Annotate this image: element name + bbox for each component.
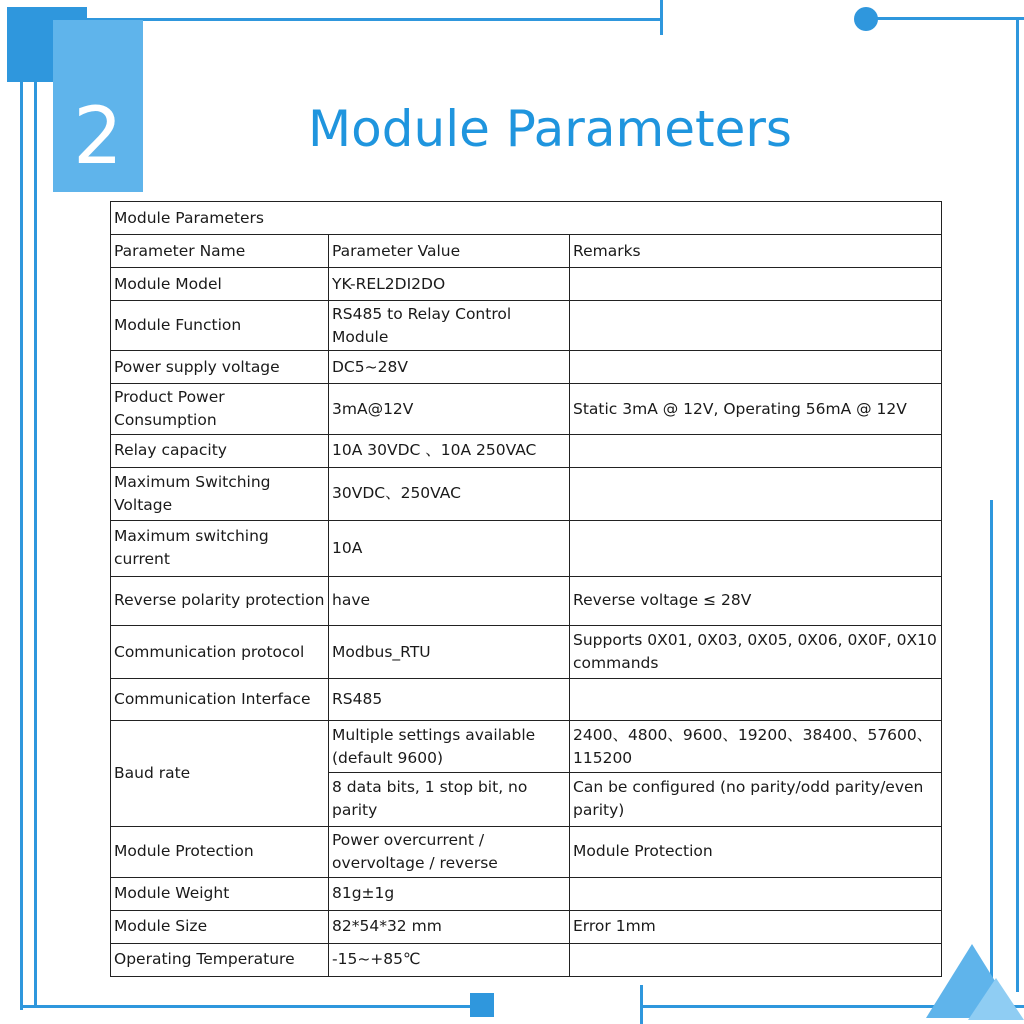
table-row xyxy=(111,626,942,679)
param-remarks: Error 1mm xyxy=(570,910,942,943)
param-value: 3mA@12V xyxy=(329,384,570,434)
param-name: Module Protection xyxy=(111,826,329,877)
frame-line-top xyxy=(53,18,663,21)
param-name: Power supply voltage xyxy=(111,351,329,384)
param-remarks xyxy=(570,943,942,976)
param-value: RS485 xyxy=(329,679,570,721)
param-remarks: 2400、4800、9600、19200、38400、57600、115200 xyxy=(570,721,942,773)
param-name: Module Model xyxy=(111,268,329,301)
param-value: Power overcurrent / overvoltage / reverse xyxy=(329,826,570,877)
param-value: DC5~28V xyxy=(329,351,570,384)
column-header: Parameter Value xyxy=(329,235,570,268)
table-row xyxy=(111,351,942,384)
param-name: Module Weight xyxy=(111,877,329,910)
param-value: Multiple settings available (default 9600) xyxy=(329,721,570,773)
table-row xyxy=(111,467,942,520)
param-name: Module Function xyxy=(111,301,329,351)
bottom-square xyxy=(470,993,494,1017)
table-row xyxy=(111,679,942,721)
param-value: 82*54*32 mm xyxy=(329,910,570,943)
triangle-decoration-small xyxy=(968,978,1024,1020)
param-value: -15~+85℃ xyxy=(329,943,570,976)
column-header: Parameter Name xyxy=(111,235,329,268)
table-row xyxy=(111,826,942,877)
frame-line-left xyxy=(34,18,37,1008)
table-row xyxy=(111,384,942,434)
table-row xyxy=(111,877,942,910)
parameters-table xyxy=(110,201,942,977)
frame-line-top-right xyxy=(866,17,1024,20)
param-remarks xyxy=(570,268,942,301)
section-number-badge xyxy=(53,20,143,192)
frame-line-bottom-left xyxy=(20,1005,490,1008)
column-header: Remarks xyxy=(570,235,942,268)
param-value: Modbus_RTU xyxy=(329,626,570,679)
param-name: Reverse polarity protection xyxy=(111,576,329,625)
param-name: Baud rate xyxy=(111,721,329,826)
param-name: Maximum switching current xyxy=(111,520,329,576)
param-remarks: Supports 0X01, 0X03, 0X05, 0X06, 0X0F, 0X10 commands xyxy=(570,626,942,679)
corner-dot xyxy=(854,7,878,31)
param-name: Communication Interface xyxy=(111,679,329,721)
param-value: YK-REL2DI2DO xyxy=(329,268,570,301)
param-value: 10A xyxy=(329,520,570,576)
page-title: Module Parameters xyxy=(308,100,792,158)
param-name: Maximum Switching Voltage xyxy=(111,467,329,520)
frame-line-right-inner xyxy=(990,500,993,1000)
section-number: 2 xyxy=(73,92,123,182)
table-title: Module Parameters xyxy=(111,202,942,235)
param-name: Product Power Consumption xyxy=(111,384,329,434)
param-value: 30VDC、250VAC xyxy=(329,467,570,520)
table-row xyxy=(111,434,942,467)
frame-tick-bottom xyxy=(640,985,643,1024)
frame-tick-top xyxy=(660,0,663,35)
param-remarks: Reverse voltage ≤ 28V xyxy=(570,576,942,625)
param-remarks xyxy=(570,467,942,520)
table-row xyxy=(111,576,942,625)
param-remarks xyxy=(570,679,942,721)
param-name: Relay capacity xyxy=(111,434,329,467)
param-name: Communication protocol xyxy=(111,626,329,679)
table-row xyxy=(111,943,942,976)
param-remarks xyxy=(570,520,942,576)
param-remarks: Module Protection xyxy=(570,826,942,877)
param-name: Operating Temperature xyxy=(111,943,329,976)
param-value: 81g±1g xyxy=(329,877,570,910)
param-value: 10A 30VDC 、10A 250VAC xyxy=(329,434,570,467)
param-value: have xyxy=(329,576,570,625)
param-remarks xyxy=(570,434,942,467)
table-row xyxy=(111,910,942,943)
param-name: Module Size xyxy=(111,910,329,943)
param-remarks xyxy=(570,351,942,384)
table-row xyxy=(111,301,942,351)
param-value: 8 data bits, 1 stop bit, no parity xyxy=(329,773,570,826)
table-row xyxy=(111,268,942,301)
param-value: RS485 to Relay Control Module xyxy=(329,301,570,351)
frame-line-right xyxy=(1016,17,1019,992)
param-remarks xyxy=(570,877,942,910)
frame-line-left-outer xyxy=(20,7,23,1010)
table-row xyxy=(111,721,942,773)
param-remarks xyxy=(570,301,942,351)
param-remarks: Can be configured (no parity/odd parity/even parity) xyxy=(570,773,942,826)
table-row xyxy=(111,520,942,576)
param-remarks: Static 3mA @ 12V, Operating 56mA @ 12V xyxy=(570,384,942,434)
